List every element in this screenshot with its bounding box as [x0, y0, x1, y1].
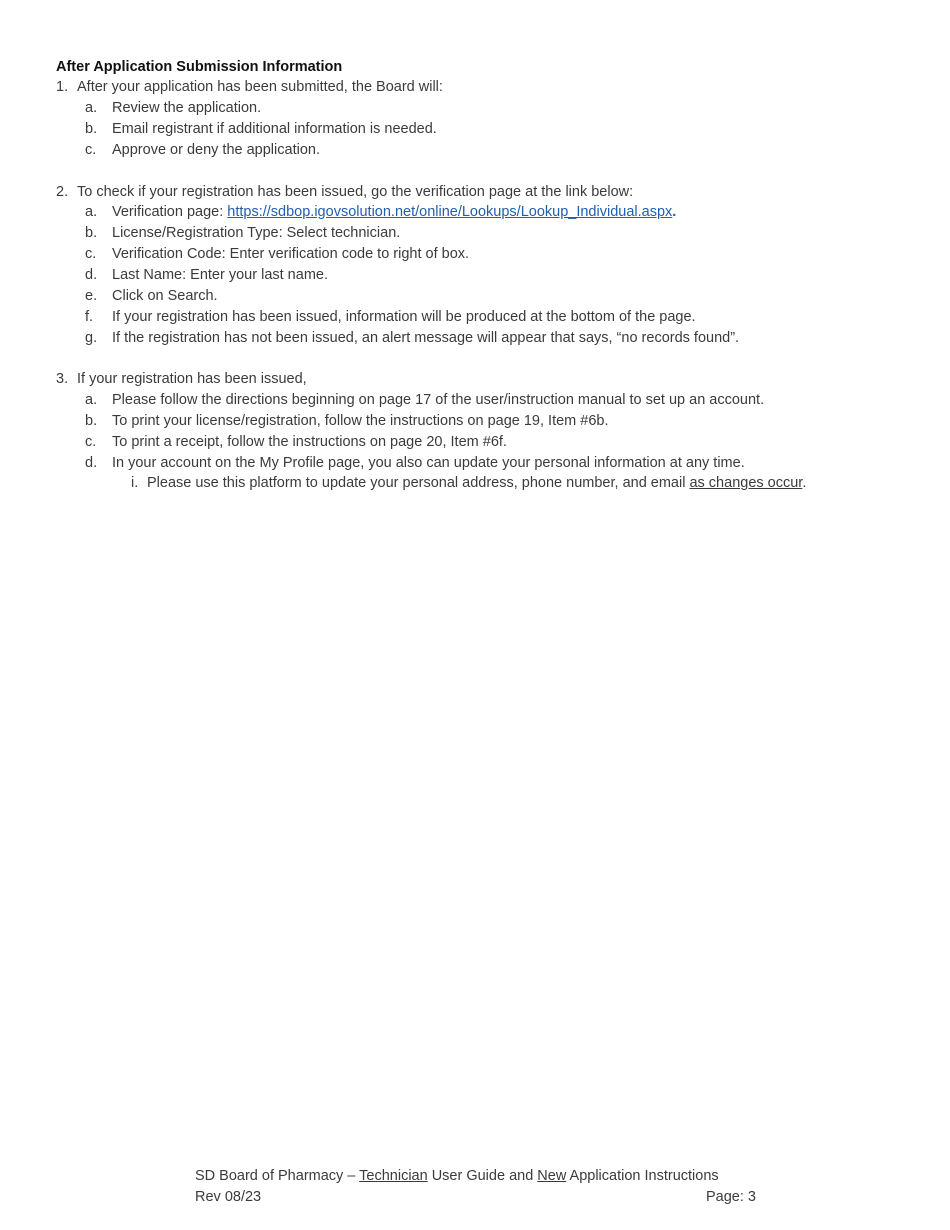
list-item-letter: a.: [85, 204, 98, 220]
list-item-letter: g.: [85, 330, 98, 346]
list-item: [0, 98, 950, 118]
list-item: [0, 286, 950, 306]
list-item-letter: f.: [85, 309, 94, 325]
footer-page-number: Page: 3: [706, 1189, 756, 1205]
list-item-text: Please follow the directions beginning on page 17 of the user/instruction manual to set up an account.: [112, 392, 765, 408]
list-item-letter: c.: [85, 246, 97, 262]
sub-list-item: [0, 473, 950, 493]
list-item-letter: d.: [85, 267, 98, 283]
verification-page-link[interactable]: https://sdbop.igovsolution.net/online/Lookups/Lookup_Individual.aspx: [227, 204, 673, 220]
section-heading: After Application Submission Information: [56, 59, 343, 75]
list-item: [0, 223, 950, 243]
list-item-text: Last Name: Enter your last name.: [112, 267, 328, 283]
footer-new: New: [537, 1168, 567, 1184]
list-item: [0, 265, 950, 285]
footer-meta: [195, 1187, 756, 1207]
section-1-number: 1.: [56, 79, 69, 95]
list-item-letter: c.: [85, 434, 97, 450]
list-item: [0, 244, 950, 264]
list-item: [0, 140, 950, 160]
footer-part-2: User Guide and: [427, 1168, 538, 1184]
list-item: [0, 119, 950, 139]
list-item-text: To print a receipt, follow the instructions on page 20, Item #6f.: [112, 434, 507, 450]
footer-technician: Technician: [359, 1168, 428, 1184]
section-3-text: If your registration has been issued,: [77, 371, 307, 387]
section-1: [0, 77, 950, 97]
list-item-text: To print your license/registration, follow the instructions on page 19, Item #6b.: [112, 413, 609, 429]
list-item-text: Click on Search.: [112, 288, 218, 304]
section-2-number: 2.: [56, 184, 69, 200]
list-item-text: Email registrant if additional information is needed.: [112, 121, 437, 137]
sub-list-item-text: [147, 473, 806, 493]
section-2: [0, 182, 950, 202]
list-item: [0, 328, 950, 348]
list-item-letter: d.: [85, 455, 98, 471]
section-3-number: 3.: [56, 371, 69, 387]
list-item-verification: [0, 202, 950, 222]
list-item-text: Review the application.: [112, 100, 262, 116]
list-item-letter: c.: [85, 142, 97, 158]
list-item-letter: b.: [85, 413, 98, 429]
list-item: [0, 411, 950, 431]
list-item-text: [112, 202, 676, 222]
list-item-text: If the registration has not been issued, an alert message will appear that says, “no records found”.: [112, 330, 740, 346]
list-item-letter: b.: [85, 121, 98, 137]
list-item: [0, 432, 950, 452]
list-item: [0, 307, 950, 327]
sub-item-period: .: [802, 475, 807, 491]
footer-title: [195, 1166, 756, 1186]
list-item-letter: a.: [85, 392, 98, 408]
sub-list-item-numeral: i.: [131, 475, 139, 491]
list-item-text: Verification Code: Enter verification code to right of box.: [112, 246, 470, 262]
list-item-text: Approve or deny the application.: [112, 142, 320, 158]
section-1-text: After your application has been submitted, the Board will:: [77, 79, 443, 95]
list-item-letter: a.: [85, 100, 98, 116]
section-2-text: To check if your registration has been issued, go the verification page at the link below:: [77, 184, 634, 200]
sub-item-underlined-text: as changes occur: [689, 475, 803, 491]
sub-item-text-main: Please use this platform to update your personal address, phone number, and email: [147, 475, 690, 491]
list-item: [0, 390, 950, 410]
footer-part-3: Application Instructions: [566, 1168, 719, 1184]
list-item-text: In your account on the My Profile page, you also can update your personal information at any time.: [112, 455, 745, 471]
link-period: .: [672, 204, 677, 220]
verification-label: Verification page:: [112, 204, 228, 220]
list-item-letter: e.: [85, 288, 98, 304]
footer-part-1: SD Board of Pharmacy –: [195, 1168, 360, 1184]
list-item-text: License/Registration Type: Select technician.: [112, 225, 401, 241]
list-item-letter: b.: [85, 225, 98, 241]
list-item-text: If your registration has been issued, information will be produced at the bottom of the page.: [112, 309, 696, 325]
list-item: [0, 453, 950, 473]
section-3: [0, 369, 950, 389]
footer-revision: Rev 08/23: [195, 1189, 262, 1205]
